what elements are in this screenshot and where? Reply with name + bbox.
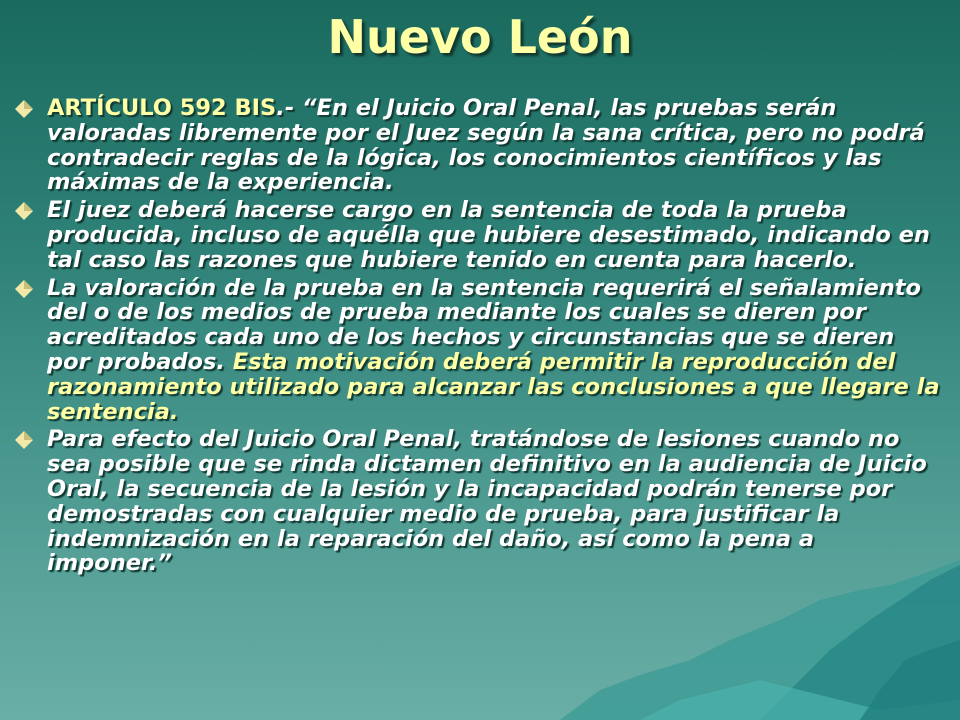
article-label: ARTÍCULO 592 BIS bbox=[47, 95, 277, 121]
article-separator: .- bbox=[276, 95, 302, 121]
diamond-bullet-icon bbox=[14, 430, 34, 450]
list-item bbox=[14, 276, 944, 425]
slide-title: Nuevo León bbox=[327, 10, 633, 64]
list-item bbox=[14, 96, 944, 195]
list-item bbox=[14, 427, 944, 576]
diamond-bullet-icon bbox=[14, 99, 34, 119]
bullet-list bbox=[14, 96, 944, 579]
diamond-bullet-icon bbox=[14, 201, 34, 221]
item-text: El juez deberá hacerse cargo en la sentencia de toda la prueba producida, incluso de aquélla que hubiere desestimado, indicando en tal caso las razones que hubiere tenido en cuenta para hacerlo. bbox=[47, 197, 930, 273]
item-text: “En el Juicio Oral Penal, las pruebas serán valoradas libremente por el Juez según la sana crítica, pero no podrá contradecir reglas de la lógica, los conocimientos científicos y las máximas de la experiencia. bbox=[47, 95, 925, 196]
item-text: La valoración de la prueba en la sentencia requerirá el señalamiento del o de los medios de prueba mediante los cuales se dieren por acreditados cada uno de los hechos y circunstancias que se dieren por probados. bbox=[47, 274, 922, 375]
list-item bbox=[14, 198, 944, 272]
diamond-bullet-icon bbox=[14, 279, 34, 299]
item-text: Para efecto del Juicio Oral Penal, tratándose de lesiones cuando no sea posible que se rinda dictamen definitivo en la audiencia de Juicio Oral, la secuencia de la lesión y la incapacidad podrán tenerse por demostradas con cualquier medio de prueba, para justificar la indemnización en la reparación del daño, así como la pena a imponer.” bbox=[47, 426, 927, 577]
highlighted-text: Esta motivación deberá permitir la reproducción del razonamiento utilizado para alcanzar las conclusiones a que llegare la sentencia. bbox=[47, 348, 940, 425]
